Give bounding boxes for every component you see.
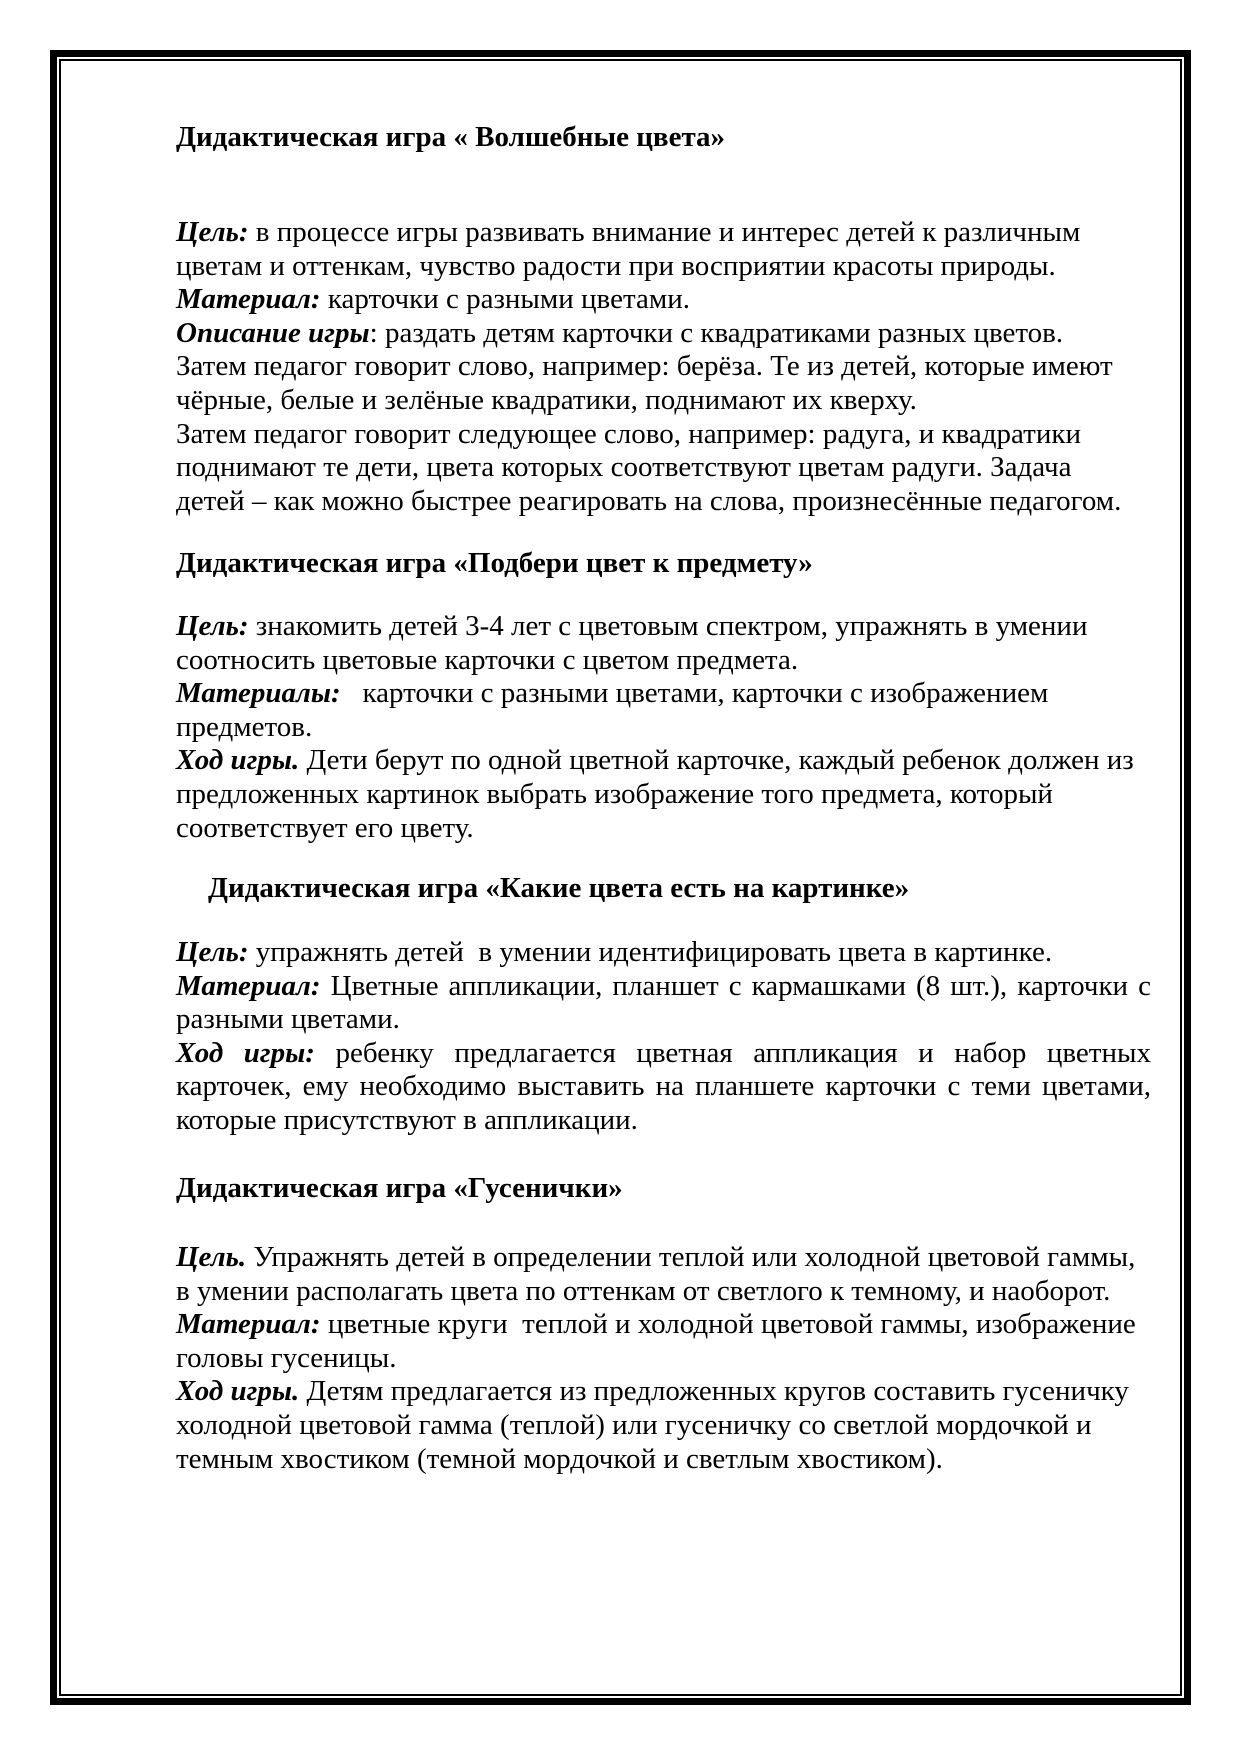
text-line	[176, 216, 1151, 250]
field-text: Детям предлагается из предложенных кругов составить гусеничку	[299, 1375, 1129, 1408]
text-line	[176, 677, 1151, 711]
text-line	[176, 1308, 1151, 1342]
text-line	[176, 812, 1151, 846]
field-text: Цветные аппликации, планшет с кармашками (8 шт.), карточки с	[320, 969, 1151, 1002]
field-text: в умении располагать цвета по оттенкам от светлого к темному, и наоборот.	[176, 1274, 1111, 1307]
text-line	[176, 644, 1151, 678]
text-line	[176, 1342, 1151, 1376]
text-line	[176, 1104, 1151, 1138]
text-line	[176, 936, 1151, 970]
field-text: карточек, ему необходимо выставить на планшете карточки с теми цветами,	[176, 1070, 1151, 1103]
field-label: Материалы:	[176, 677, 341, 710]
field-text: в процессе игры развивать внимание и интерес детей к различным	[248, 216, 1081, 248]
field-text: : раздать детям карточки с квадратиками разных цветов.	[369, 316, 1064, 349]
field-text: чёрные, белые и зелёные квадратики, поднимают их кверху.	[176, 383, 917, 416]
field-text: разными цветами.	[176, 1003, 400, 1036]
field-text: цветам и оттенкам, чувство радости при восприятии красоты природы.	[176, 249, 1056, 282]
field-label: Цель:	[176, 610, 249, 642]
text-line	[176, 250, 1151, 284]
field-text: Затем педагог говорит слово, например: берёза. Те из детей, которые имеют	[176, 350, 1113, 383]
section-body	[176, 936, 1151, 1138]
field-label: Описание игры	[176, 316, 370, 349]
field-label: Цель:	[176, 936, 249, 968]
text-line	[176, 744, 1151, 778]
field-text: знакомить детей 3-4 лет с цветовым спектром, упражнять в умении	[248, 610, 1088, 642]
field-label: Цель:	[176, 216, 249, 248]
text-line	[176, 610, 1151, 644]
field-text: предложенных картинок выбрать изображение того предмета, который	[176, 777, 1053, 810]
text-line	[176, 1275, 1151, 1309]
section-body	[176, 610, 1151, 845]
field-text: карточки с разными цветами, карточки с изображением	[340, 677, 1049, 710]
field-label: Материал:	[176, 969, 321, 1002]
text-line	[176, 451, 1151, 485]
section-heading: Дидактическая игра «Гусенички»	[176, 1172, 623, 1204]
field-text: упражнять детей в умении идентифицировать цвета в картинке.	[248, 936, 1053, 968]
section-heading: Дидактическая игра «Какие цвета есть на картинке»	[208, 872, 910, 904]
field-text: темным хвостиком (темной мордочкой и светлым хвостиком).	[176, 1442, 943, 1475]
section-heading: Дидактическая игра « Волшебные цвета»	[176, 121, 726, 153]
field-text: ребенку предлагается цветная аппликация и набор цветных	[314, 1036, 1151, 1069]
field-text: Дети берут по одной цветной карточке, каждый ребенок должен из	[299, 744, 1134, 777]
text-line	[176, 970, 1151, 1004]
field-text: соответствует его цвету.	[176, 811, 474, 844]
field-text: Упражнять детей в определении теплой или холодной цветовой гаммы,	[246, 1241, 1136, 1273]
text-line	[176, 1003, 1151, 1037]
field-label: Цель.	[176, 1241, 247, 1273]
field-text: которые присутствуют в аппликации.	[176, 1103, 638, 1136]
field-text: предметов.	[176, 710, 313, 743]
text-line	[176, 384, 1151, 418]
field-text: карточки с разными цветами.	[320, 283, 690, 316]
field-label: Материал:	[176, 1308, 321, 1341]
text-line	[176, 778, 1151, 812]
field-label: Ход игры.	[176, 744, 300, 777]
text-line	[176, 1241, 1151, 1275]
text-line	[176, 1409, 1151, 1443]
field-label: Ход игры:	[176, 1036, 315, 1069]
text-line	[176, 1070, 1151, 1104]
field-label: Материал:	[176, 283, 321, 316]
field-text: цветные круги теплой и холодной цветовой гаммы, изображение	[320, 1308, 1136, 1341]
field-text: головы гусеницы.	[176, 1341, 397, 1374]
text-line	[176, 283, 1151, 317]
text-line	[176, 350, 1151, 384]
text-line	[176, 1375, 1151, 1409]
field-text: соотносить цветовые карточки с цветом предмета.	[176, 643, 799, 676]
text-line	[176, 317, 1151, 351]
section-heading: Дидактическая игра «Подбери цвет к предмету»	[176, 547, 813, 579]
field-text: детей – как можно быстрее реагировать на слова, произнесённые педагогом.	[176, 484, 1122, 517]
field-text: поднимают те дети, цвета которых соответствуют цветам радуги. Задача	[176, 451, 1072, 484]
field-text: холодной цветовой гамма (теплой) или гусеничку со светлой мордочкой и	[176, 1408, 1092, 1441]
text-line	[176, 485, 1151, 519]
text-line	[176, 1037, 1151, 1071]
text-line	[176, 418, 1151, 452]
field-text: Затем педагог говорит следующее слово, например: радуга, и квадратики	[176, 417, 1081, 450]
section-body	[176, 216, 1151, 518]
text-line	[176, 1443, 1151, 1477]
field-label: Ход игры.	[176, 1375, 300, 1408]
text-line	[176, 711, 1151, 745]
section-body	[176, 1241, 1151, 1476]
